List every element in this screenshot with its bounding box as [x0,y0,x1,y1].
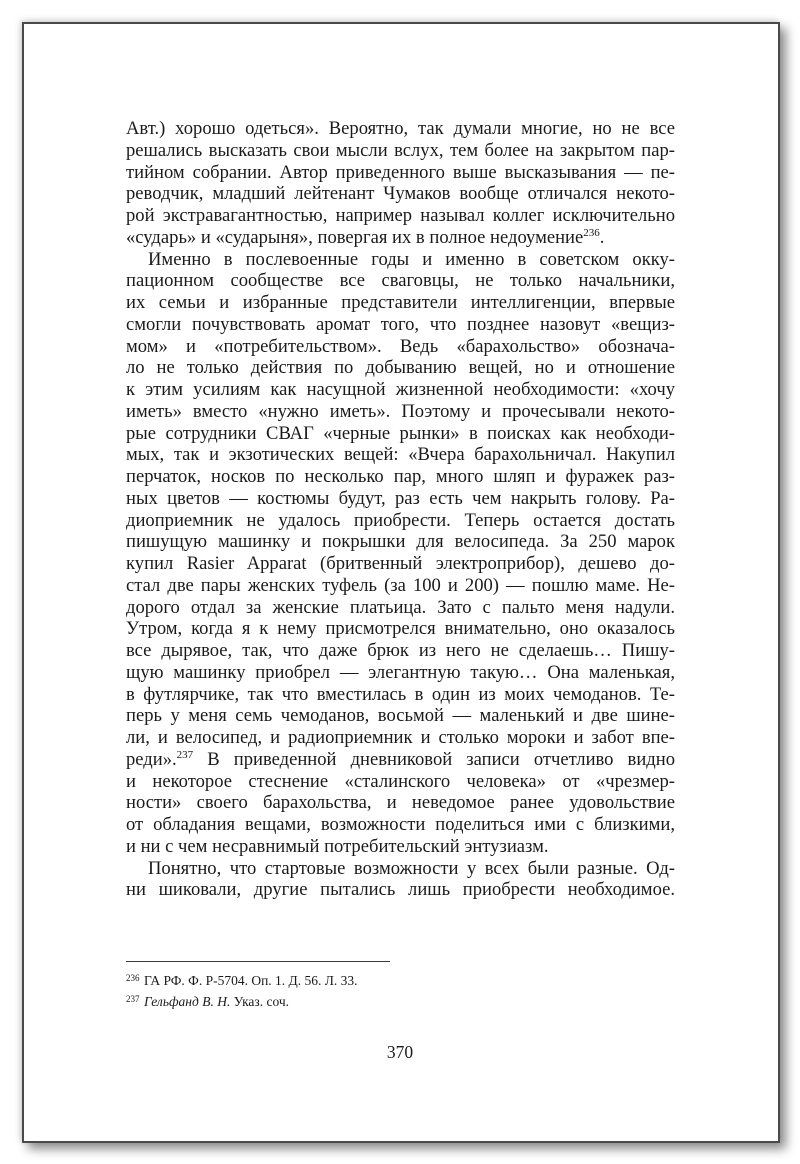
paragraph-3 [126,858,675,902]
text-line: ли, и велосипед, и радиоприемник и столько мороки и забот впе- [126,727,675,748]
text-line: их семьи и избранные представители интеллигенции, впервые [126,292,675,313]
text-line: мых, так и экзотических вещей: «Вчера барахольничал. Накупил [126,444,675,466]
text-line-tail: В приведенной дневниковой записи отчетливо видно [193,748,675,770]
text-line-content: реди». [126,748,177,770]
text-line-content: «сударь» и «сударыня», повергая их в полное недоумение [126,226,584,248]
text-line: щую машинку приобрел — элегантную такую… Она маленькая, [126,661,675,683]
text-line: ных цветов — костюмы будут, раз есть чем накрыть голову. Ра- [126,487,675,509]
text-line: Авт.) хорошо одеться». Вероятно, так думали многие, но не все [126,118,675,139]
text-line: мом» и «потребительством». Ведь «барахольство» обознача- [126,335,675,357]
text-line: к этим усилиям как насущной жизненной необходимости: «хочу [126,379,675,400]
footnote-number: 237 [126,994,140,1004]
footnote-ref-237[interactable]: 237 [176,748,194,761]
text-line: купил Rasier Apparat (бритвенный электроприбор), дешево до- [126,553,675,574]
text-line: пационном сообществе все сваговцы, не только начальники, [126,270,675,292]
footnote-236 [126,969,675,990]
body-text [126,118,675,901]
text-line: рой экстравагантностью, например называл коллег исключительно [126,205,675,226]
text-line: перь у меня семь чемоданов, восьмой — маленький и две шине- [126,705,675,727]
paragraph-1 [126,118,675,249]
text-line-tail: . [599,226,605,248]
text-line: и некоторое стеснение «сталинского человека» от «чрезмер- [126,770,675,792]
text-line: рые сотрудники СВАГ «черные рынки» в поисках как необходи- [126,422,675,444]
text-line: иметь» вместо «нужно иметь». Поэтому и прочесывали некото- [126,400,675,422]
text-line: диоприемник не удалось приобрести. Теперь остается достать [126,509,675,531]
footnote-number: 236 [126,973,140,983]
text-line: Понятно, что стартовые возможности у всех были разные. Од- [148,857,675,879]
text-line: дорого отдал за женские платьица. Зато с пальто меня надули. [126,596,675,618]
text-line: тийном собрании. Автор приведенного выше высказывания — пе- [126,161,675,183]
footnotes [126,969,675,1011]
page-number: 370 [386,1042,414,1062]
text-line: пишущую машинку и покрышки для велосипеда. За 250 марок [126,531,675,553]
footnote-author: Гельфанд В. Н. [144,994,231,1009]
text-line: Именно в послевоенные годы и именно в советском окку- [148,248,675,270]
paragraph-2 [126,249,675,858]
text-line: решались высказать свои мысли вслух, тем более на закрытом пар- [126,139,675,161]
text-line: смогли почувствовать аромат того, что позднее назовут «вещиз- [126,313,675,335]
text-line: ности» своего барахольства, и неведомое ранее удовольствие [126,792,675,814]
text-line: от обладания вещами, возможности поделиться ими с близкими, [126,814,675,835]
text-line [126,227,675,249]
text-line: стал две пары женских туфель (за 100 и 200) — пошлю маме. Не- [126,574,675,596]
text-line: ни шиковали, другие пытались лишь приобрести необходимое. [126,879,675,901]
footnote-divider [126,961,390,962]
text-line: Утром, когда я к нему присмотрелся внимательно, оно оказалось [126,618,675,640]
footnote-ref-236[interactable]: 236 [583,226,600,239]
footnote-237 [126,990,675,1011]
text-line: все дырявое, так, что даже брюк из него не сделаешь… Пишу- [126,640,675,661]
footnote-text: Указ. соч. [230,994,290,1009]
text-line: и ни с чем несравнимый потребительский энтузиазм. [126,835,549,857]
text-line: перчаток, носков по несколько пар, много шляп и фуражек раз- [126,466,675,487]
text-line [126,749,675,771]
text-line: реводчик, младший лейтенант Чумаков вообще отличался некото- [126,183,675,205]
text-line: в футлярчике, так что вместилась в один из моих чемоданов. Те- [126,683,675,705]
footnote-text: ГА РФ. Ф. Р-5704. Оп. 1. Д. 56. Л. 33. [144,973,358,988]
text-line: ло не только действия по добыванию вещей, но и отношение [126,357,675,379]
